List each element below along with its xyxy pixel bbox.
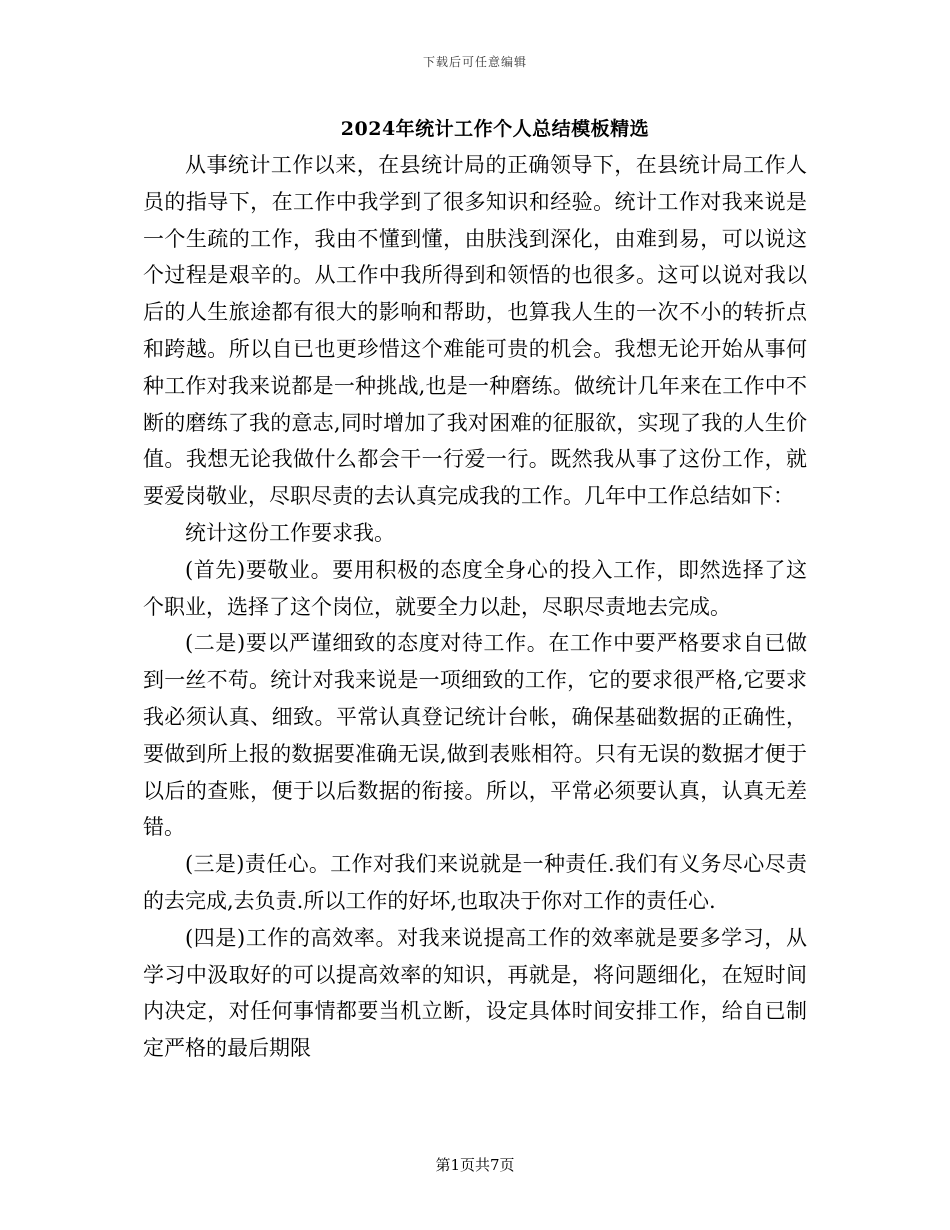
paragraph-fourth: (四是)工作的高效率。对我来说提高工作的效率就是要多学习，从学习中汲取好的可以提高效率的知识，再就是，将问题细化，在短时间内决定，对任何事情都要当机立断，设定具体时间安排工作，给自已制定严格的最后期限 — [143, 925, 807, 1061]
paragraph-third: (三是)责任心。工作对我们来说就是一种责任.我们有义务尽心尽责的去完成,去负责.所以工作的好坏,也取决于你对工作的责任心. — [143, 852, 807, 913]
header-note: 下载后可任意编辑 — [422, 55, 527, 69]
page-number: 第1页共7页 — [435, 1156, 515, 1174]
paragraph-requirements: 统计这份工作要求我。 — [185, 520, 395, 545]
document-body — [143, 147, 807, 1067]
paragraph-first: (首先)要敬业。要用积极的态度全身心的投入工作，即然选择了这个职业，选择了这个岗位，就要全力以赴，尽职尽责地去完成。 — [143, 557, 807, 619]
paragraph-intro: 从事统计工作以来，在县统计局的正确领导下，在县统计局工作人员的指导下，在工作中我学到了很多知识和经验。统计工作对我来说是一个生疏的工作，我由不懂到懂，由肤浅到深化，由难到易，可以说这个过程是艰辛的。从工作中我所得到和领悟的也很多。这可以说对我以后的人生旅途都有很大的影响和帮助，也算我人生的一次不小的转折点和跨越。所以自已也更珍惜这个难能可贵的机会。我想无论开始从事何种工作对我来说都是一种挑战,也是一种磨练。做统计几年来在工作中不断的磨练了我的意志,同时增加了我对困难的征服欲，实现了我的人生价值。我想无论我做什么都会干一行爱一行。既然我从事了这份工作，就要爱岗敬业，尽职尽责的去认真完成我的工作。几年中工作总结如下： — [143, 153, 807, 509]
paragraph-second: (二是)要以严谨细致的态度对待工作。在工作中要严格要求自已做到一丝不苟。统计对我来说是一项细致的工作，它的要求很严格,它要求我必须认真、细致。平常认真登记统计台帐，确保基础数据的正确性，要做到所上报的数据要准确无误,做到表账相符。只有无误的数据才便于以后的查账，便于以后数据的衔接。所以，平常必须要认真，认真无差错。 — [143, 631, 807, 840]
document-title: 2024年统计工作个人总结模板精选 — [340, 118, 650, 140]
